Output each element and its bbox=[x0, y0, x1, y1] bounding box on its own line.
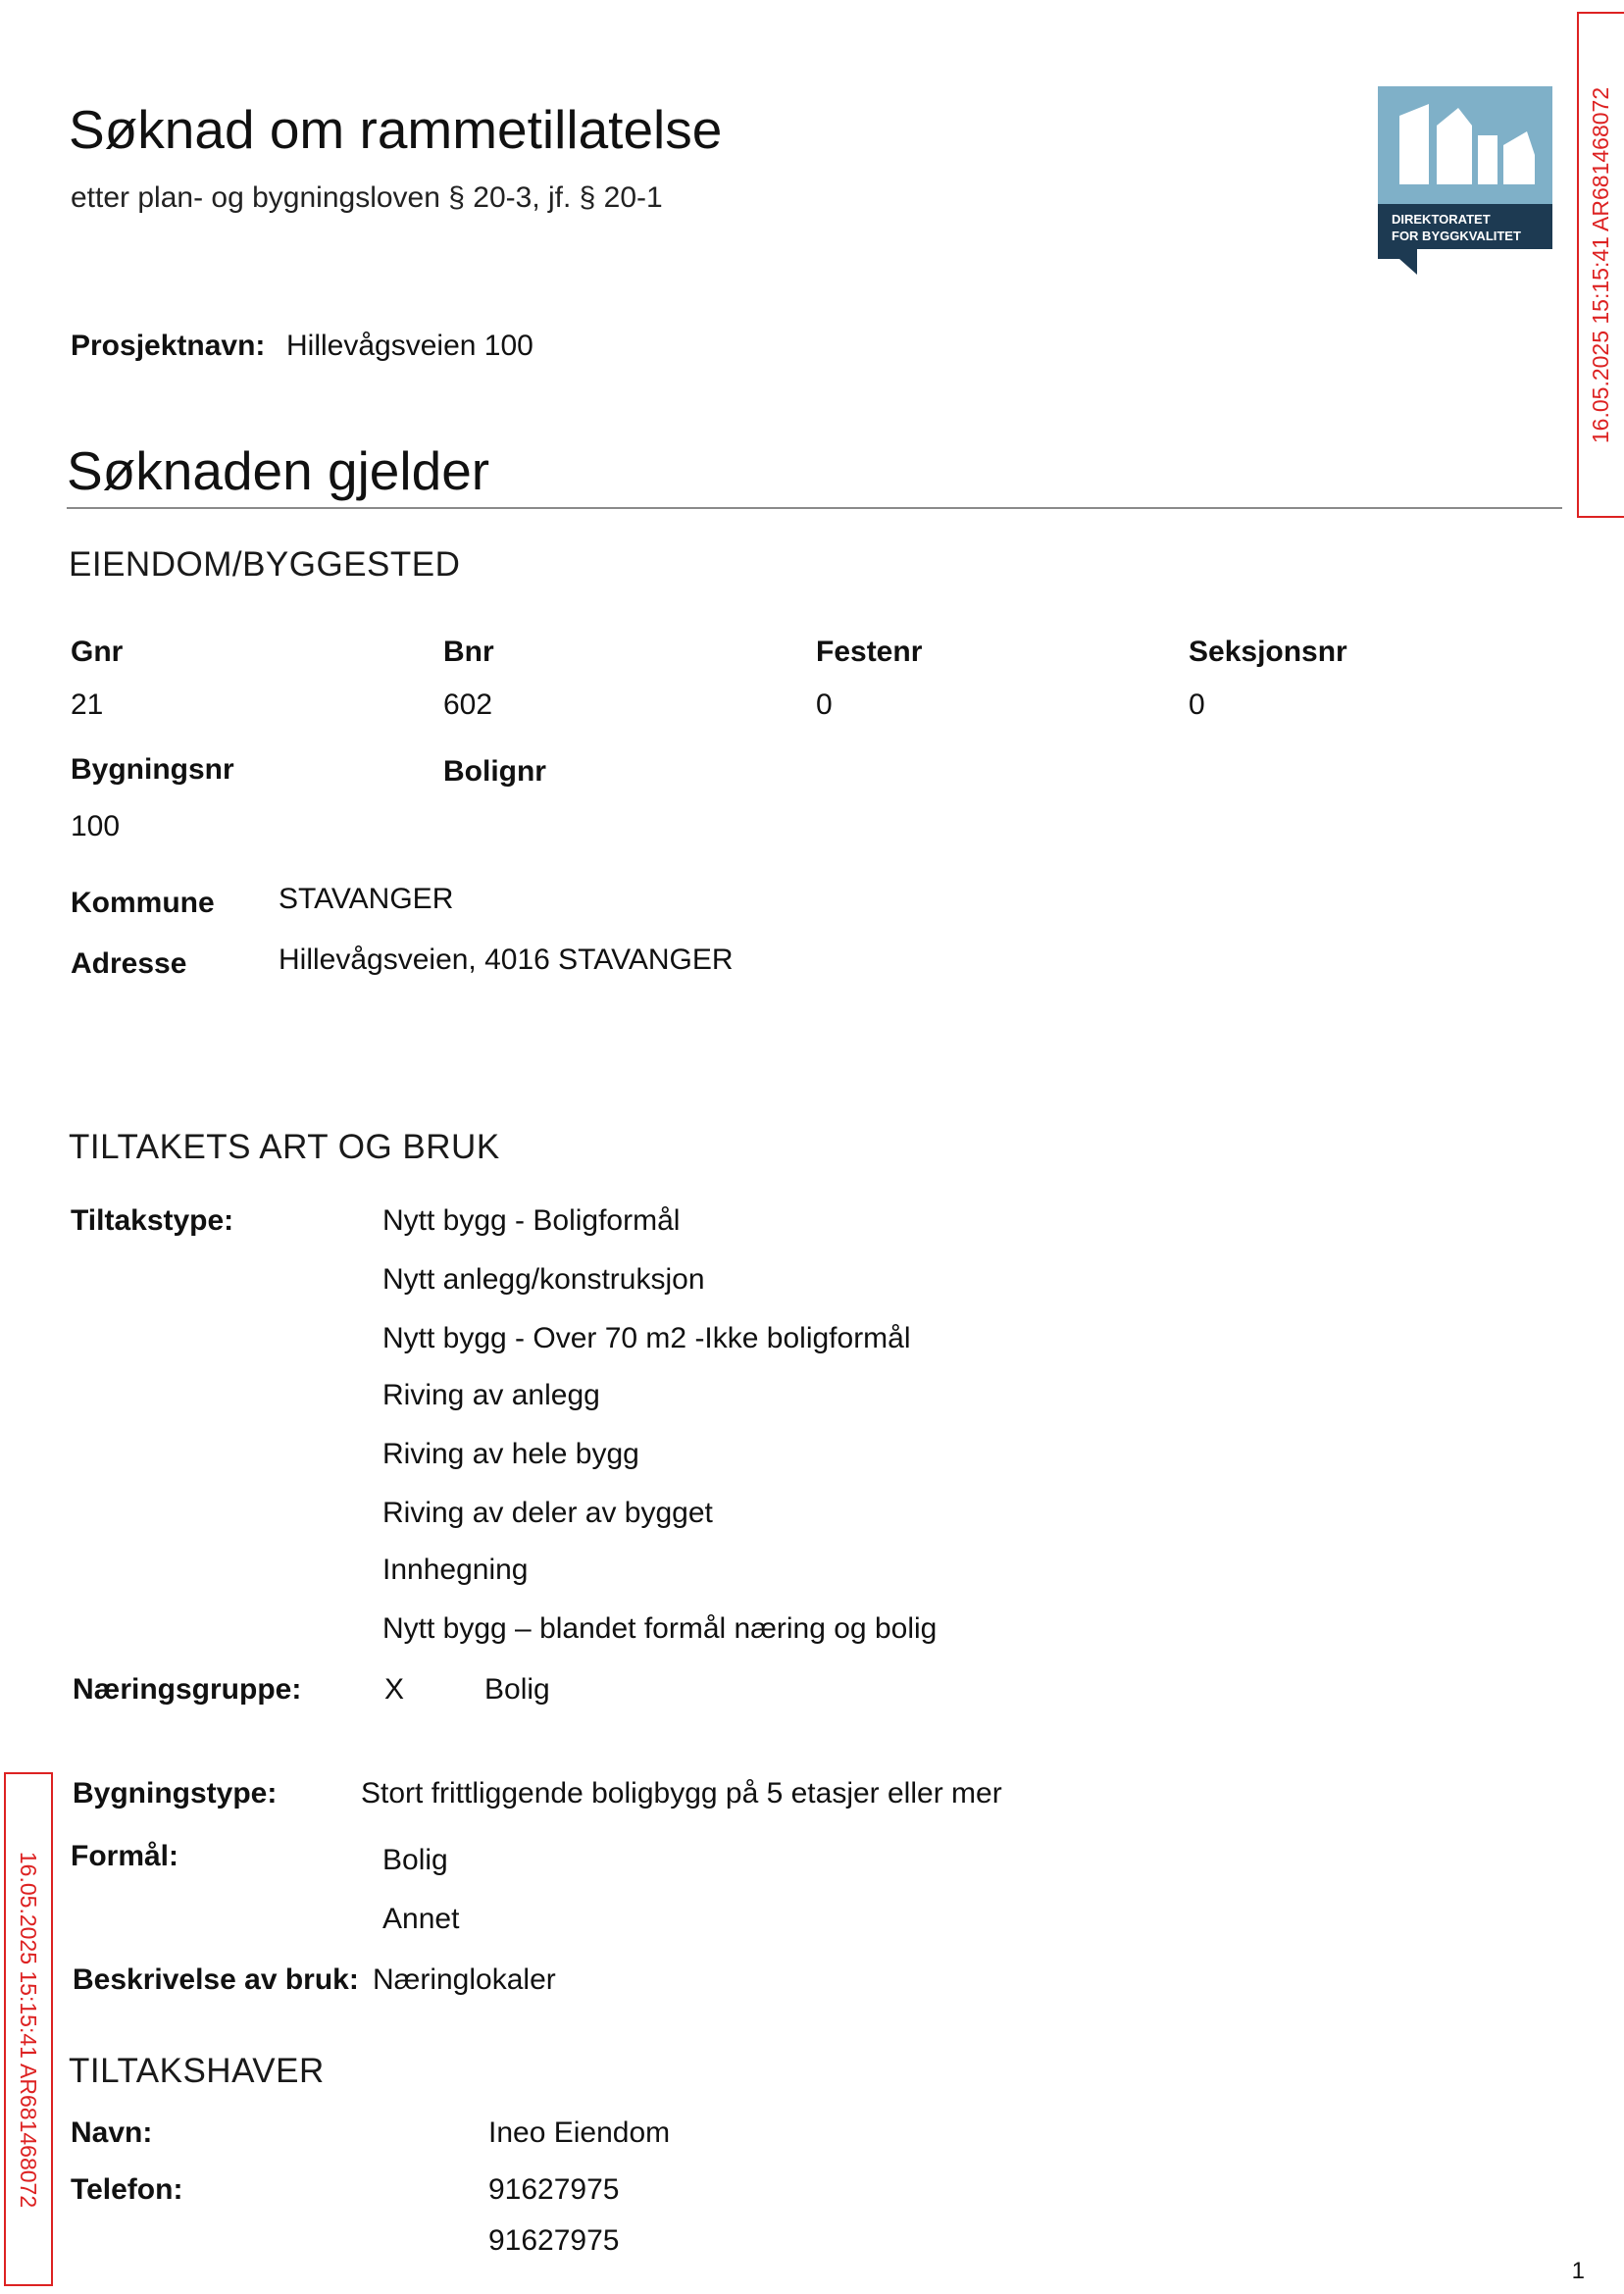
tiltakstype-item: Nytt bygg – blandet formål næring og bolig bbox=[382, 1612, 938, 1645]
bnr-value: 602 bbox=[443, 688, 493, 721]
property-heading: EIENDOM/BYGGESTED bbox=[69, 545, 461, 584]
telefon-label: Telefon: bbox=[71, 2173, 183, 2206]
kommune-value: STAVANGER bbox=[279, 883, 454, 915]
document-subtitle: etter plan- og bygningsloven § 20-3, jf. § 20-1 bbox=[71, 181, 663, 214]
dibk-logo bbox=[1378, 86, 1552, 275]
gnr-label: Gnr bbox=[71, 636, 124, 668]
bygningsnr-label: Bygningsnr bbox=[71, 753, 234, 786]
tiltakshaver-heading: TILTAKSHAVER bbox=[69, 2052, 325, 2090]
navn-value: Ineo Eiendom bbox=[488, 2116, 671, 2149]
project-name-label: Prosjektnavn: bbox=[71, 330, 266, 362]
tiltakstype-item: Nytt bygg - Over 70 m2 -Ikke boligformål bbox=[382, 1322, 911, 1354]
tiltakstype-item: Riving av hele bygg bbox=[382, 1438, 639, 1470]
naeringsgruppe-value: Bolig bbox=[484, 1673, 550, 1706]
formal-item: Bolig bbox=[382, 1844, 448, 1876]
kommune-label: Kommune bbox=[71, 887, 215, 919]
document-title: Søknad om rammetillatelse bbox=[69, 99, 723, 160]
tiltakstype-item: Riving av anlegg bbox=[382, 1379, 600, 1411]
beskrivelse-label: Beskrivelse av bruk: bbox=[73, 1963, 359, 1996]
formal-item: Annet bbox=[382, 1903, 460, 1935]
logo-text-line-2: FOR BYGGKVALITET bbox=[1392, 229, 1521, 243]
date-stamp-top bbox=[1577, 12, 1624, 518]
seksjonsnr-label: Seksjonsnr bbox=[1189, 636, 1347, 668]
tiltak-heading: TILTAKETS ART OG BRUK bbox=[69, 1128, 500, 1166]
beskrivelse-value: Næringlokaler bbox=[373, 1963, 556, 1996]
formal-label: Formål: bbox=[71, 1840, 179, 1872]
naeringsgruppe-code: X bbox=[384, 1673, 405, 1706]
festenr-value: 0 bbox=[816, 688, 833, 721]
date-stamp-bottom-text: 16.05.2025 15:15:41 AR681468072 bbox=[16, 1851, 42, 2208]
tiltakstype-item: Riving av deler av bygget bbox=[382, 1497, 713, 1529]
section-divider bbox=[67, 507, 1562, 509]
tiltakstype-item: Innhegning bbox=[382, 1554, 529, 1586]
adresse-label: Adresse bbox=[71, 947, 187, 980]
adresse-value: Hillevågsveien, 4016 STAVANGER bbox=[279, 943, 734, 976]
naeringsgruppe-label: Næringsgruppe: bbox=[73, 1673, 302, 1706]
date-stamp-bottom bbox=[4, 1772, 53, 2286]
festenr-label: Festenr bbox=[816, 636, 923, 668]
seksjonsnr-value: 0 bbox=[1189, 688, 1205, 721]
bygningstype-value: Stort frittliggende boligbygg på 5 etasjer eller mer bbox=[361, 1777, 1002, 1810]
dibk-logo-icon bbox=[1378, 86, 1552, 275]
bygningstype-label: Bygningstype: bbox=[73, 1777, 278, 1810]
bygningsnr-value: 100 bbox=[71, 810, 121, 842]
section-heading: Søknaden gjelder bbox=[67, 440, 490, 501]
page-number: 1 bbox=[1571, 2258, 1585, 2284]
gnr-value: 21 bbox=[71, 688, 104, 721]
date-stamp-top-text: 16.05.2025 15:15:41 AR681468072 bbox=[1588, 86, 1614, 443]
tiltakstype-label: Tiltakstype: bbox=[71, 1204, 234, 1237]
logo-text-line-1: DIREKTORATET bbox=[1392, 212, 1491, 227]
bnr-label: Bnr bbox=[443, 636, 494, 668]
project-name-value: Hillevågsveien 100 bbox=[286, 330, 533, 362]
telefon-value-secondary: 91627975 bbox=[488, 2224, 620, 2257]
tiltakstype-item: Nytt bygg - Boligformål bbox=[382, 1204, 681, 1237]
tiltakstype-item: Nytt anlegg/konstruksjon bbox=[382, 1263, 705, 1296]
telefon-value: 91627975 bbox=[488, 2173, 620, 2206]
navn-label: Navn: bbox=[71, 2116, 153, 2149]
bolignr-label: Bolignr bbox=[443, 755, 546, 788]
